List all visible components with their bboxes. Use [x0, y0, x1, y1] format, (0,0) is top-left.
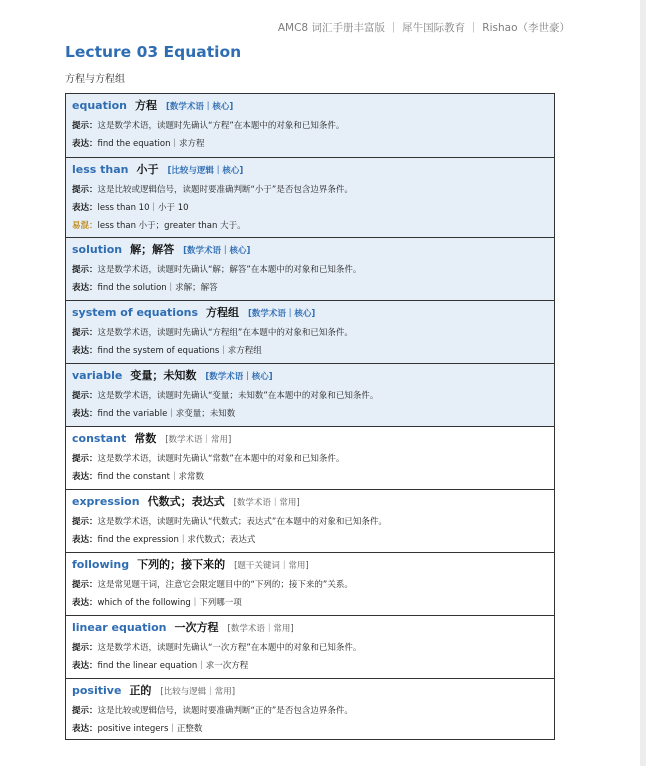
hint-label: 提示：: [72, 643, 98, 653]
hint-label: 提示：: [72, 265, 98, 275]
entry-heading: [72, 305, 548, 322]
entry-tag: [数学术语｜核心]: [166, 102, 234, 112]
expr-text: find the system of equations｜求方程组: [97, 346, 262, 356]
vocab-entry-expression: [66, 489, 554, 552]
hint-label: 提示：: [72, 328, 98, 338]
hint-label: 提示：: [72, 391, 98, 401]
hint-text: 这是数学术语，读题时先确认“方程组”在本题中的对象和已知条件。: [97, 328, 353, 338]
entry-expression: [72, 720, 548, 738]
expr-label: 表达：: [72, 724, 98, 734]
entry-hint: [72, 324, 548, 342]
hint-label: 提示：: [72, 121, 98, 131]
entry-hint: [72, 387, 548, 405]
entry-hint: [72, 576, 548, 594]
entry-tag: [数学术语｜常用]: [227, 624, 294, 634]
expr-text: find the variable｜求变量；未知数: [97, 409, 236, 419]
entry-hint: [72, 513, 548, 531]
entry-expression: [72, 279, 548, 297]
entry-expression: [72, 405, 548, 423]
entry-expression: [72, 594, 548, 612]
entry-meaning: 小于: [136, 163, 159, 176]
expr-label: 表达：: [72, 535, 98, 545]
expr-text: find the expression｜求代数式；表达式: [97, 535, 256, 545]
hint-text: 这是数学术语，读题时先确认“解；解答”在本题中的对象和已知条件。: [97, 265, 362, 275]
entry-heading: [72, 98, 548, 115]
hint-text: 这是比较或逻辑信号，读题时要准确判断“小于”是否包含边界条件。: [97, 185, 353, 195]
expr-text: find the linear equation｜求一次方程: [97, 661, 249, 671]
entry-heading: [72, 620, 548, 637]
vocab-entry-solution: [66, 237, 554, 300]
pitfall-text: less than 小于；greater than 大于。: [97, 221, 246, 231]
expr-text: find the equation｜求方程: [97, 139, 205, 149]
expr-label: 表达：: [72, 472, 98, 482]
hint-text: 这是数学术语，读题时先确认“代数式；表达式”在本题中的对象和已知条件。: [97, 517, 387, 527]
hint-text: 这是常见题干词，注意它会限定题目中的“下列的；接下来的”关系。: [97, 580, 353, 590]
hint-text: 这是数学术语，读题时先确认“一次方程”在本题中的对象和已知条件。: [97, 643, 362, 653]
expr-text: find the constant｜求常数: [97, 472, 204, 482]
vocab-entry-less-than: [66, 157, 554, 237]
entry-meaning: 一次方程: [174, 621, 219, 634]
entry-meaning: 解；解答: [130, 243, 175, 256]
entry-expression: [72, 531, 548, 549]
entry-expression: [72, 135, 548, 153]
entry-tag: [数学术语｜常用]: [165, 435, 232, 445]
expr-text: find the solution｜求解；解答: [97, 283, 218, 293]
entry-tag: [比较与逻辑｜常用]: [160, 687, 236, 697]
expr-label: 表达：: [72, 598, 98, 608]
hint-label: 提示：: [72, 580, 98, 590]
entry-hint: [72, 702, 548, 720]
entry-pitfall: [72, 217, 548, 235]
vocab-entry-positive: [66, 678, 554, 739]
entry-hint: [72, 261, 548, 279]
entry-hint: [72, 181, 548, 199]
entry-meaning: 方程组: [206, 306, 240, 319]
entry-term: linear equation: [72, 621, 167, 634]
entry-expression: [72, 657, 548, 675]
entry-heading: [72, 683, 548, 700]
entry-term: system of equations: [72, 306, 199, 319]
entry-heading: [72, 368, 548, 385]
hint-text: 这是数学术语，读题时先确认“方程”在本题中的对象和已知条件。: [97, 121, 345, 131]
entry-tag: [数学术语｜核心]: [183, 246, 251, 256]
entry-term: positive: [72, 684, 122, 697]
entry-meaning: 常数: [134, 432, 157, 445]
expr-label: 表达：: [72, 661, 98, 671]
entry-hint: [72, 639, 548, 657]
expr-text: less than 10｜小于 10: [97, 203, 189, 213]
hint-text: 这是数学术语，读题时先确认“变量；未知数”在本题中的对象和已知条件。: [97, 391, 379, 401]
entry-meaning: 方程: [135, 99, 158, 112]
entry-term: following: [72, 558, 130, 571]
vocab-entry-variable: [66, 363, 554, 426]
section-subtitle: 方程与方程组: [65, 74, 125, 85]
expr-label: 表达：: [72, 283, 98, 293]
entry-tag: [数学术语｜核心]: [205, 372, 273, 382]
vocab-entry-constant: [66, 426, 554, 489]
vocab-entry-linear-equation: [66, 615, 554, 678]
entry-meaning: 代数式；表达式: [147, 495, 225, 508]
lecture-title: Lecture 03 Equation: [65, 43, 242, 61]
entry-term: constant: [72, 432, 127, 445]
entry-expression: [72, 468, 548, 486]
expr-label: 表达：: [72, 203, 98, 213]
vocabulary-table: [65, 93, 555, 740]
entry-term: solution: [72, 243, 123, 256]
entry-term: variable: [72, 369, 123, 382]
entry-hint: [72, 450, 548, 468]
vocab-entry-system-of-equations: [66, 300, 554, 363]
entry-expression: [72, 342, 548, 360]
entry-tag: [比较与逻辑｜核心]: [167, 166, 244, 176]
entry-tag: [数学术语｜核心]: [248, 309, 316, 319]
entry-tag: [题干关键词｜常用]: [234, 561, 309, 571]
entry-heading: [72, 494, 548, 511]
hint-label: 提示：: [72, 454, 98, 464]
entry-term: expression: [72, 495, 140, 508]
hint-label: 提示：: [72, 517, 98, 527]
expr-label: 表达：: [72, 139, 98, 149]
vocab-entry-equation: [66, 94, 554, 157]
entry-heading: [72, 162, 548, 179]
expr-text: positive integers｜正整数: [97, 724, 203, 734]
hint-text: 这是数学术语，读题时先确认“常数”在本题中的对象和已知条件。: [97, 454, 345, 464]
entry-meaning: 变量；未知数: [130, 369, 197, 382]
entry-term: less than: [72, 163, 129, 176]
entry-meaning: 正的: [129, 684, 152, 697]
hint-text: 这是比较或逻辑信号，读题时要准确判断“正的”是否包含边界条件。: [97, 706, 353, 716]
entry-expression: [72, 199, 548, 217]
entry-hint: [72, 117, 548, 135]
entry-term: equation: [72, 99, 128, 112]
running-header: AMC8 词汇手册丰富版 ｜ 犀牛国际教育 ｜ Rishao（李世豪）: [277, 22, 570, 34]
vocab-entry-following: [66, 552, 554, 615]
entry-tag: [数学术语｜常用]: [233, 498, 300, 508]
pitfall-label: 易混：: [72, 221, 98, 231]
entry-heading: [72, 431, 548, 448]
hint-label: 提示：: [72, 185, 98, 195]
entry-heading: [72, 557, 548, 574]
expr-label: 表达：: [72, 409, 98, 419]
expr-label: 表达：: [72, 346, 98, 356]
page-edge: [640, 0, 646, 766]
entry-heading: [72, 242, 548, 259]
hint-label: 提示：: [72, 706, 98, 716]
entry-meaning: 下列的；接下来的: [137, 558, 226, 571]
expr-text: which of the following｜下列哪一项: [97, 598, 242, 608]
